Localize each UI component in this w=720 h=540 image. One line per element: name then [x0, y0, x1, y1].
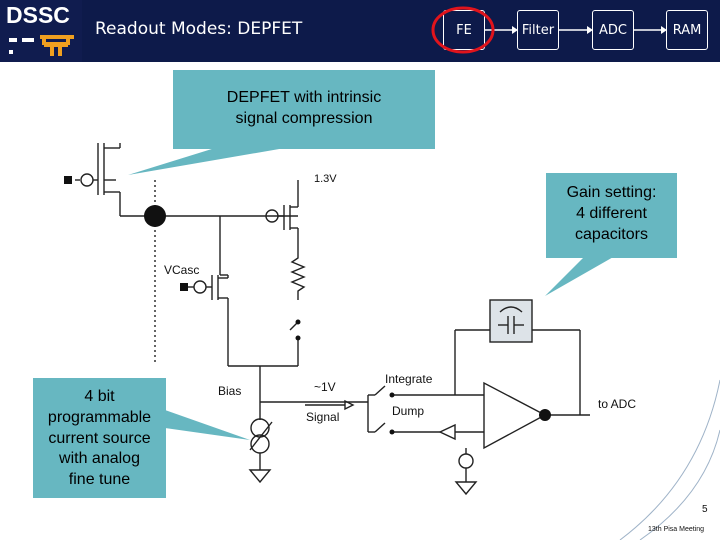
meeting-name: 13th Pisa Meeting [648, 526, 705, 533]
chain-label-filter: Filter [521, 22, 555, 38]
current-callout-line5: fine tune [68, 471, 131, 489]
chain-label-ram: RAM [672, 22, 702, 38]
v1-label: ~1V [314, 380, 336, 394]
gain-callout-line3: capacitors [575, 225, 648, 243]
gain-callout-line1: Gain setting: [566, 184, 657, 201]
current-callout-line3: current source [48, 429, 151, 447]
depfet-callout-line2: signal compression [235, 109, 373, 127]
to-adc-label: to ADC [598, 397, 637, 411]
gain-callout-line2: 4 different [576, 204, 647, 222]
integrate-label: Integrate [385, 372, 433, 386]
current-callout-line2: programmable [47, 408, 152, 426]
logo-text: DSSC [6, 2, 70, 28]
supply-voltage-label: 1.3V [314, 173, 337, 185]
slide-title: Readout Modes: DEPFET [95, 19, 303, 39]
current-callout-line4: with analog [59, 450, 140, 468]
chain-label-adc: ADC [599, 22, 627, 38]
dump-label: Dump [392, 404, 425, 418]
chain-label-fe: FE [456, 22, 472, 38]
signal-label: Signal [306, 410, 340, 424]
depfet-callout-line1: DEPFET with intrinsic [226, 89, 382, 106]
page-number: 5 [702, 504, 708, 515]
vcasc-label: VCasc [164, 263, 200, 277]
bias-label: Bias [218, 384, 242, 398]
current-callout-line1: 4 bit [84, 388, 115, 405]
